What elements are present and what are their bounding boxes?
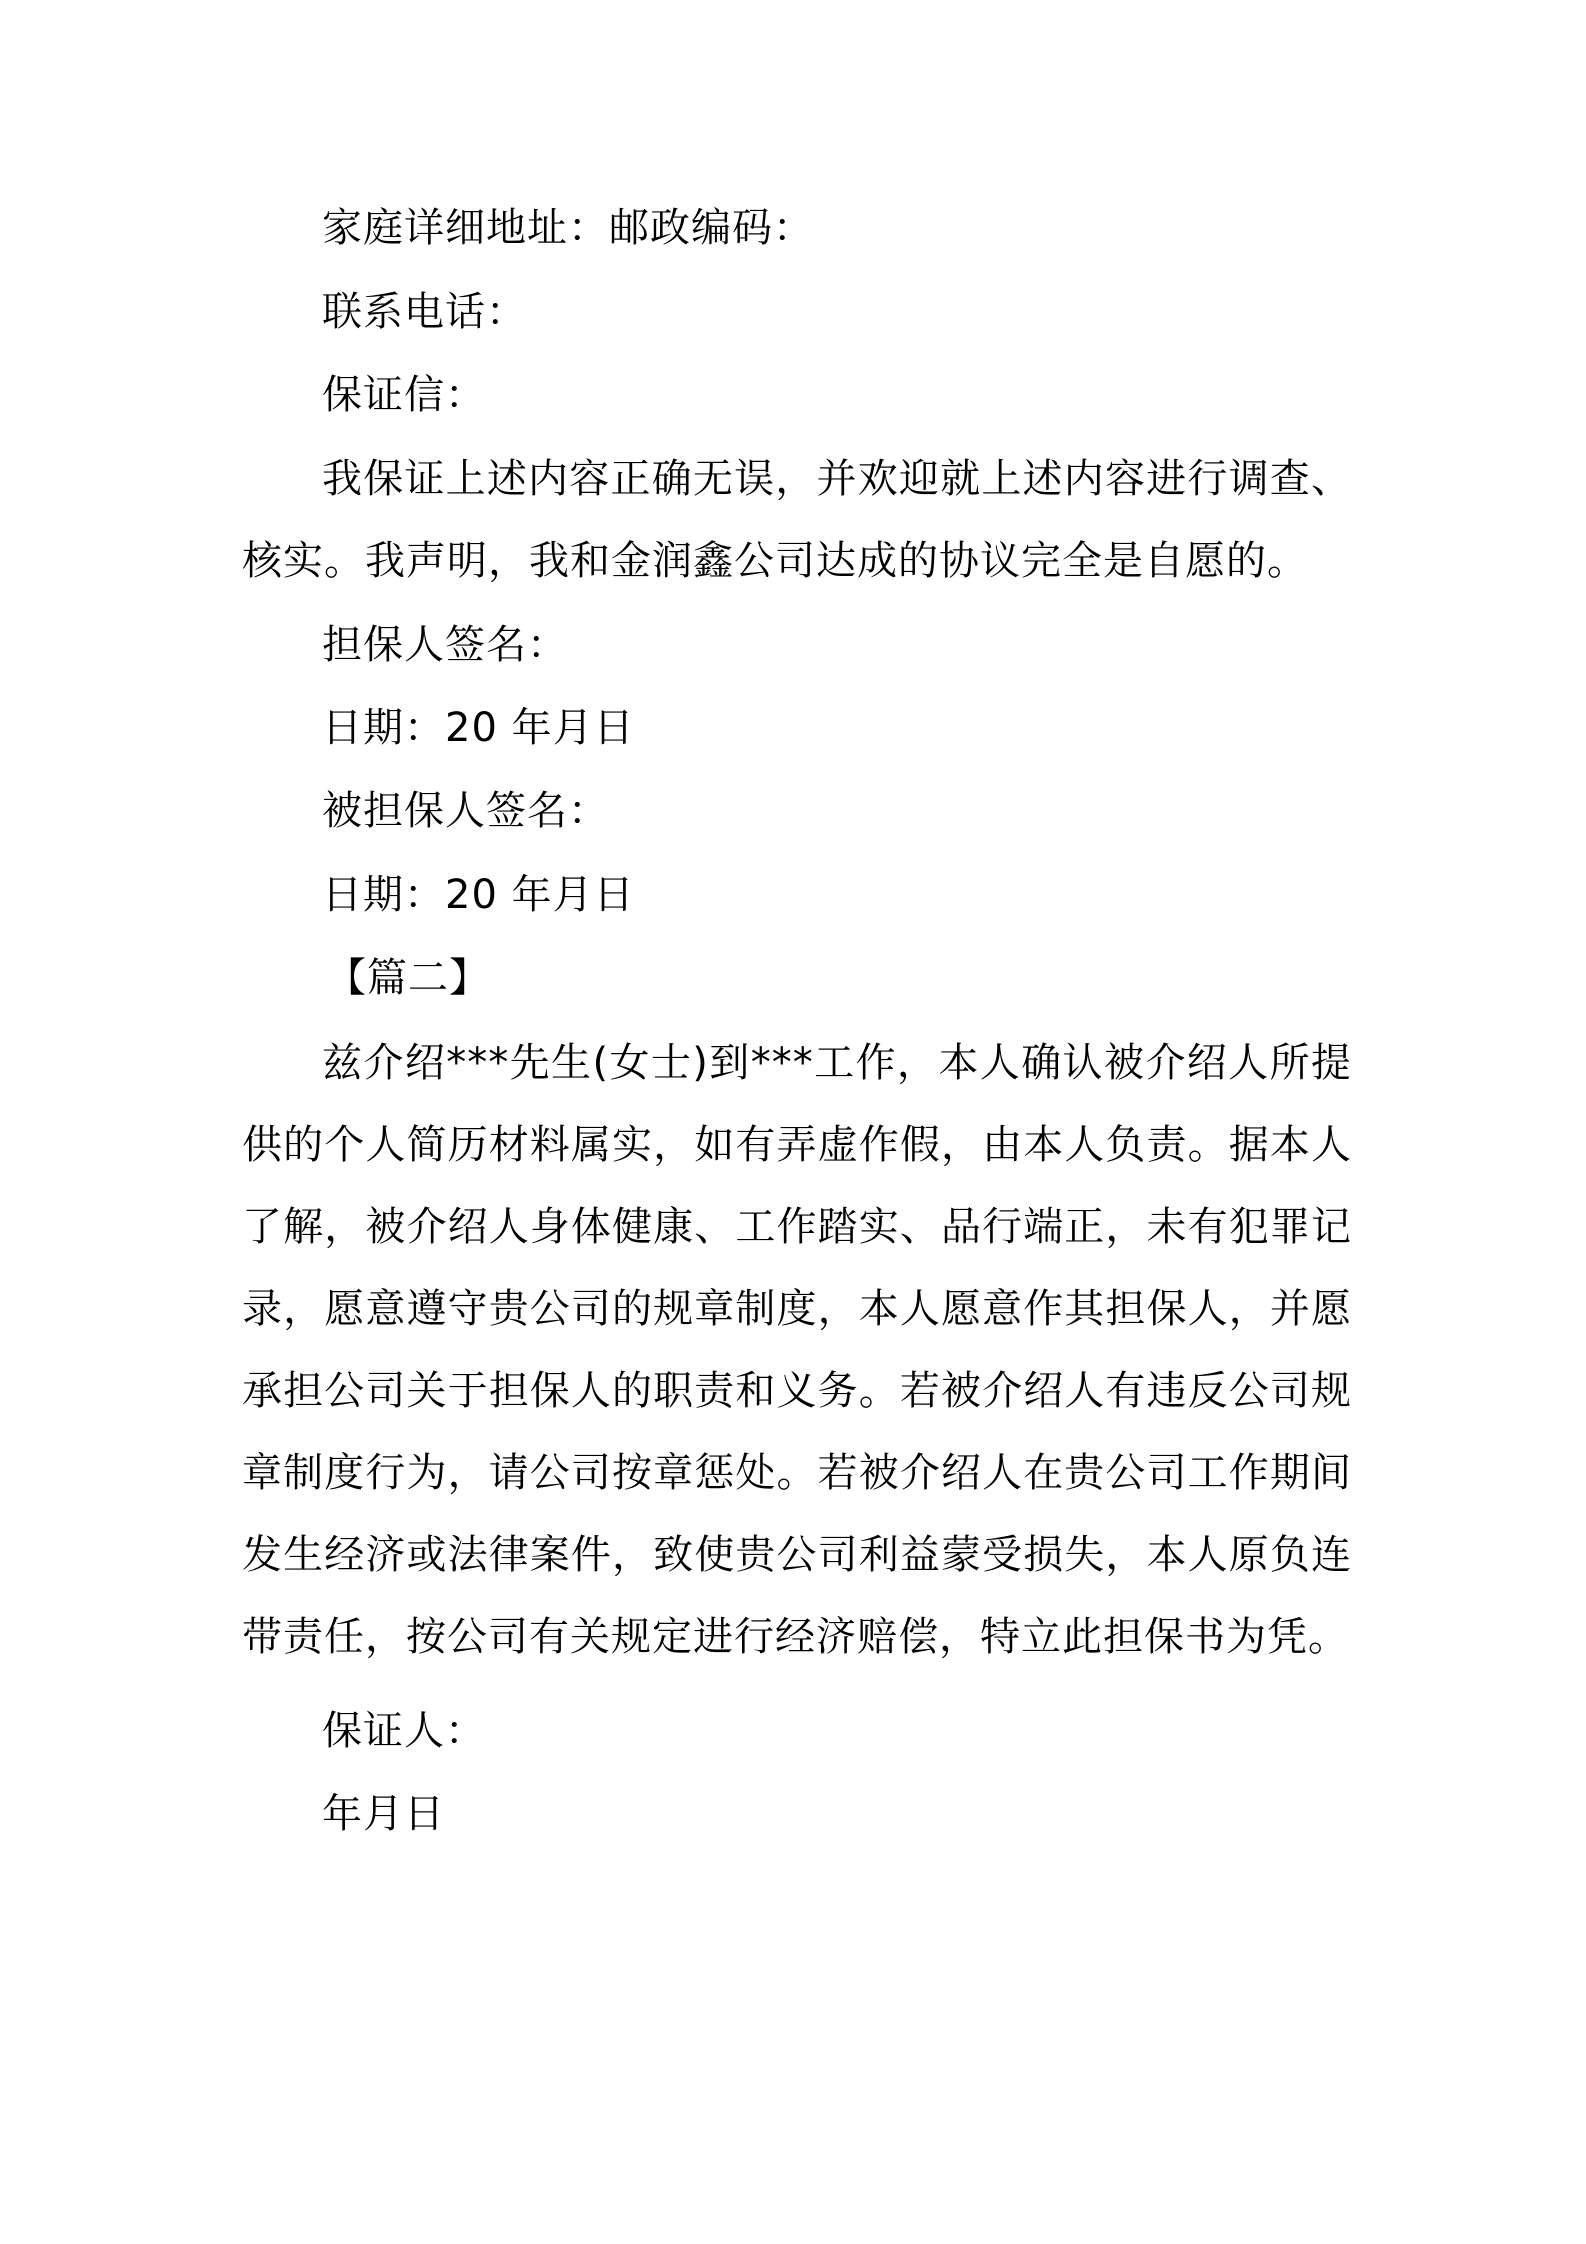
letter-title: 保证信： bbox=[322, 372, 486, 418]
signer-line: 保证人： bbox=[322, 1708, 486, 1754]
phone-line: 联系电话： bbox=[322, 289, 527, 335]
guarantor-date-line: 日期：20 年月日 bbox=[322, 705, 635, 751]
statement-paragraph: 我保证上述内容正确无误，并欢迎就上述内容进行调查、核实。我声明，我和金润鑫公司达成的协议完全是自愿的。 bbox=[242, 456, 1352, 584]
guaranteed-date-line: 日期：20 年月日 bbox=[322, 872, 635, 918]
guarantor-signature-line: 担保人签名： bbox=[322, 622, 568, 668]
address-line: 家庭详细地址：邮政编码： bbox=[322, 205, 814, 251]
section-heading: 【篇二】 bbox=[326, 955, 490, 1001]
guarantee-body-paragraph: 兹介绍***先生(女士)到***工作，本人确认被介绍人所提供的个人简历材料属实，如有弄虚作假，由本人负责。据本人了解，被介绍人身体健康、工作踏实、品行端正，未有犯罪记录，愿意遵守贵公司的规章制度，本人愿意作其担保人，并愿承担公司关于担保人的职责和义务。若被介绍人有违反公司规章制度行为，请公司按章惩处。若被介绍人在贵公司工作期间发生经济或法律案件，致使贵公司利益蒙受损失，本人原负连带责任，按公司有关规定进行经济赔偿，特立此担保书为凭。 bbox=[242, 1040, 1352, 1660]
guaranteed-signature-line: 被担保人签名： bbox=[322, 788, 609, 834]
date-line: 年月日 bbox=[322, 1791, 445, 1837]
